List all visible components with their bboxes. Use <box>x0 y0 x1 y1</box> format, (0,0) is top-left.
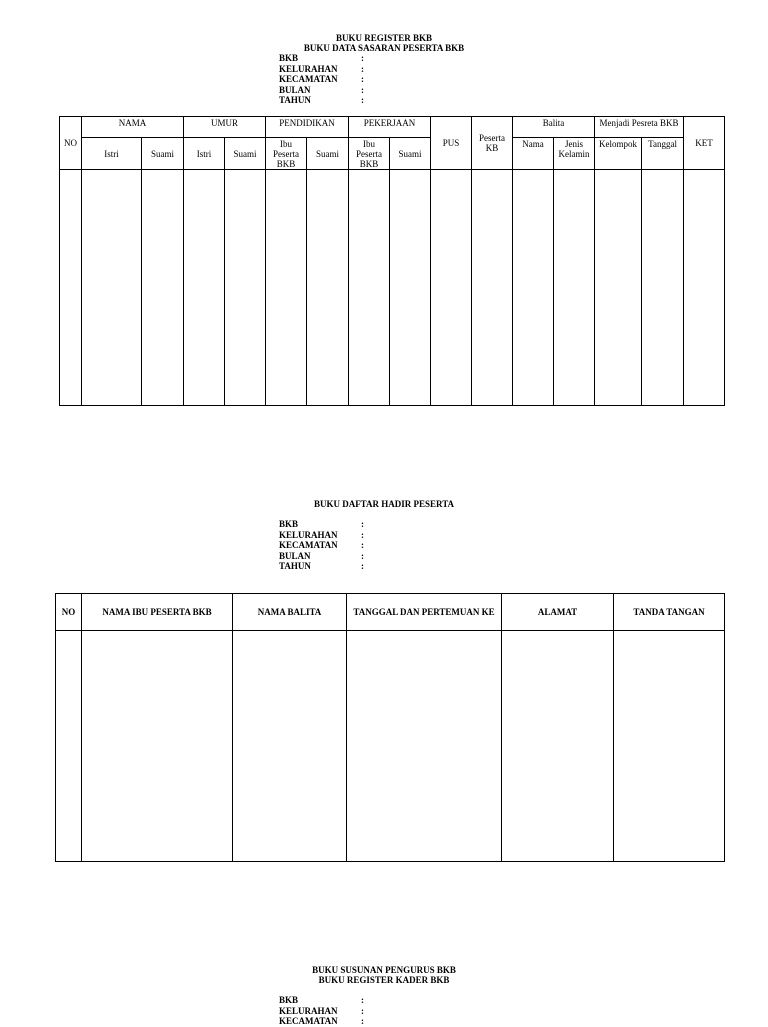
info-label: BKB <box>279 53 299 63</box>
info-colon: : <box>361 95 364 106</box>
table-cell <box>56 631 82 862</box>
header-nama-balita: NAMA BALITA <box>233 594 347 631</box>
header-menjadi-peserta: Menjadi Pesreta BKB <box>595 117 684 138</box>
info-colon: : <box>361 529 364 540</box>
info-colon: : <box>361 995 364 1005</box>
section2-info <box>279 519 364 572</box>
info-colon: : <box>361 84 364 95</box>
table-cell <box>554 170 595 406</box>
info-label: KELURAHAN <box>279 63 338 74</box>
table-cell <box>60 170 82 406</box>
section3-subtitle: BUKU REGISTER KADER BKB <box>318 975 450 985</box>
section3-title: BUKU SUSUNAN PENGURUS BKB <box>312 965 456 975</box>
section1-title: BUKU REGISTER BKB <box>335 33 433 43</box>
info-row <box>279 551 364 562</box>
header-pendidikan-ibu: Ibu Peserta BKB <box>266 138 307 170</box>
table-cell <box>614 631 725 862</box>
info-row <box>279 95 364 106</box>
section1-subtitle: BUKU DATA SASARAN PESERTA BKB <box>303 43 465 53</box>
info-colon: : <box>361 561 364 572</box>
header-pus: PUS <box>431 117 472 170</box>
info-row <box>279 74 364 85</box>
header-nama: NAMA <box>82 117 184 138</box>
header-pekerjaan-suami: Suami <box>390 138 431 170</box>
header-no: NO <box>56 594 82 631</box>
table-cell <box>307 170 349 406</box>
table-cell <box>390 170 431 406</box>
section3-info <box>279 995 364 1027</box>
header-tanggal: Tanggal <box>642 138 684 170</box>
table-cell <box>347 631 502 862</box>
header-nama-ibu: NAMA IBU PESERTA BKB <box>82 594 233 631</box>
table-cell <box>184 170 225 406</box>
info-row <box>279 540 364 551</box>
header-nama-istri: Istri <box>82 138 142 170</box>
info-label: TAHUN <box>279 561 311 572</box>
section2-title: BUKU DAFTAR HADIR PESERTA <box>313 499 455 509</box>
table-row <box>60 170 725 406</box>
table-cell <box>642 170 684 406</box>
info-label: KELURAHAN <box>279 529 338 540</box>
register-table <box>59 116 725 406</box>
table-cell <box>266 170 307 406</box>
info-row <box>279 1006 364 1017</box>
section1-info <box>279 53 364 106</box>
table-cell <box>472 170 513 406</box>
table-cell <box>513 170 554 406</box>
header-pendidikan: PENDIDIKAN <box>266 117 349 138</box>
info-row <box>279 561 364 572</box>
header-kelompok: Kelompok <box>595 138 642 170</box>
table-cell <box>233 631 347 862</box>
table-cell <box>82 631 233 862</box>
header-balita-jenis-kelamin: Jenis Kelamin <box>554 138 595 170</box>
table-cell <box>595 170 642 406</box>
table-cell <box>82 170 142 406</box>
table-cell <box>349 170 390 406</box>
info-colon: : <box>361 74 364 85</box>
info-colon: : <box>361 550 364 561</box>
table-cell <box>225 170 266 406</box>
header-umur-istri: Istri <box>184 138 225 170</box>
header-umur-suami: Suami <box>225 138 266 170</box>
header-alamat: ALAMAT <box>502 594 614 631</box>
header-nama-suami: Suami <box>142 138 184 170</box>
header-pendidikan-suami: Suami <box>307 138 349 170</box>
header-pekerjaan: PEKERJAAN <box>349 117 431 138</box>
header-pekerjaan-ibu: Ibu Peserta BKB <box>349 138 390 170</box>
info-label: KECAMATAN <box>279 1016 338 1027</box>
info-row <box>279 519 364 530</box>
table-row <box>56 631 725 862</box>
info-row <box>279 530 364 541</box>
header-balita-nama: Nama <box>513 138 554 170</box>
header-peserta-kb: Peserta KB <box>472 117 513 170</box>
info-label: KECAMATAN <box>279 540 338 551</box>
info-colon: : <box>361 519 364 529</box>
info-row <box>279 1016 364 1027</box>
info-row <box>279 85 364 96</box>
header-tanggal-pertemuan: TANGGAL DAN PERTEMUAN KE <box>347 594 502 631</box>
header-tanda-tangan: TANDA TANGAN <box>614 594 725 631</box>
info-colon: : <box>361 53 364 63</box>
attendance-table <box>55 593 725 862</box>
info-colon: : <box>361 1005 364 1016</box>
info-label: BULAN <box>279 84 311 95</box>
info-label: TAHUN <box>279 95 311 106</box>
info-colon: : <box>361 1016 364 1027</box>
info-label: KECAMATAN <box>279 74 338 85</box>
header-balita: Balita <box>513 117 595 138</box>
info-colon: : <box>361 63 364 74</box>
info-label: BULAN <box>279 550 311 561</box>
info-row <box>279 53 364 64</box>
info-label: BKB <box>279 519 299 529</box>
info-row <box>279 995 364 1006</box>
header-no: NO <box>60 117 82 170</box>
info-colon: : <box>361 540 364 551</box>
table-cell <box>502 631 614 862</box>
header-umur: UMUR <box>184 117 266 138</box>
table-cell <box>431 170 472 406</box>
info-label: BKB <box>279 995 299 1005</box>
header-ket: KET <box>684 117 725 170</box>
info-label: KELURAHAN <box>279 1005 338 1016</box>
table-cell <box>142 170 184 406</box>
info-row <box>279 64 364 75</box>
table-cell <box>684 170 725 406</box>
